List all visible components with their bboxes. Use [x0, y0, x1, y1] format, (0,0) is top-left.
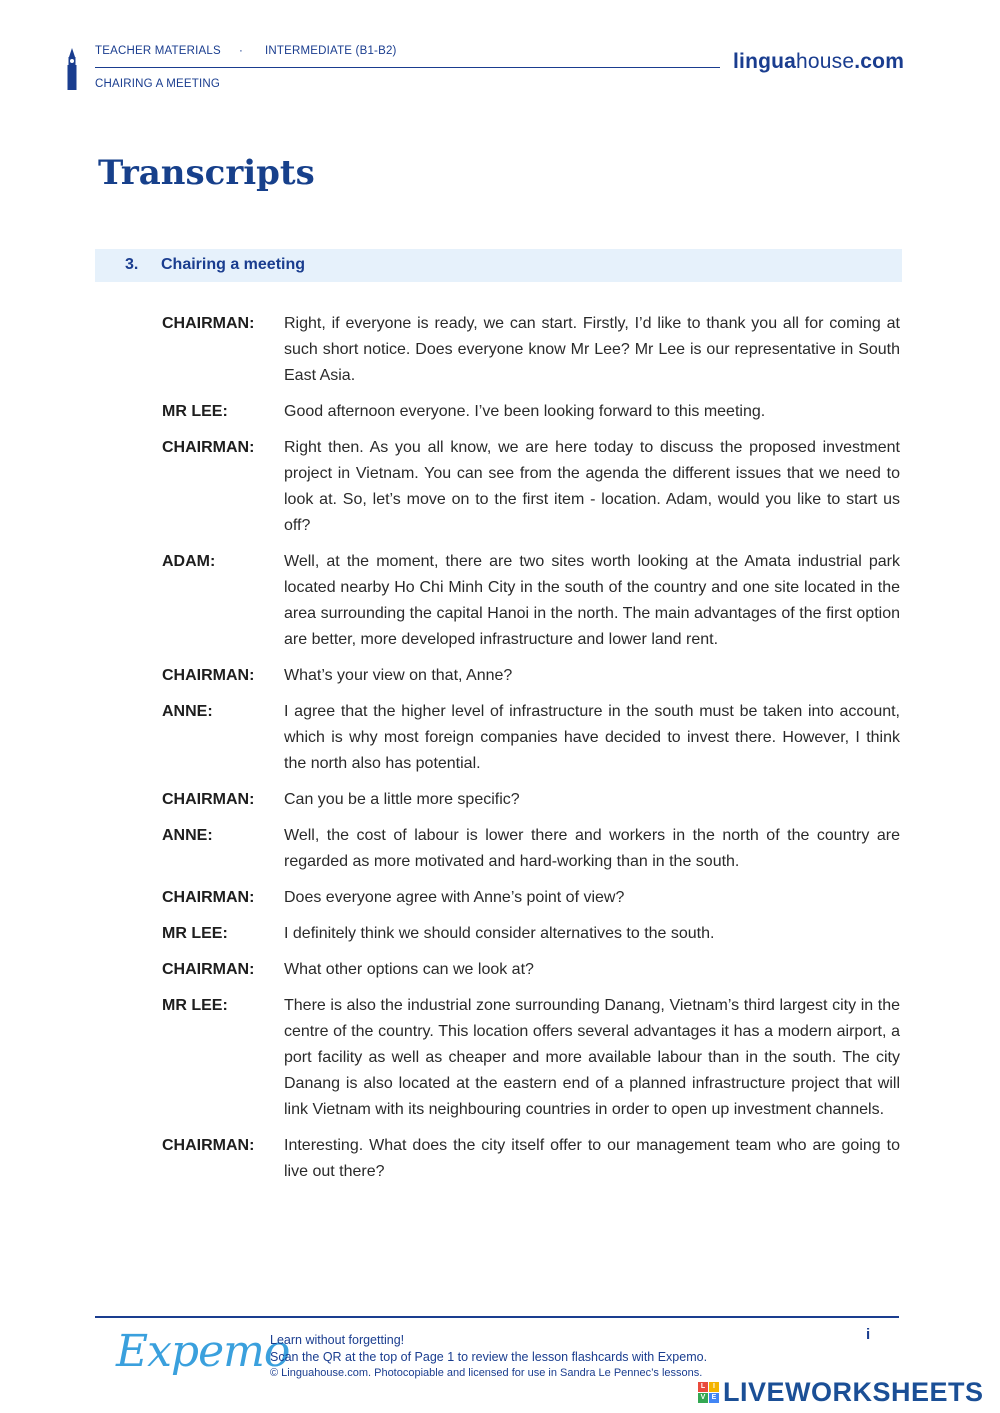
speech-text: Can you be a little more specific?: [284, 791, 520, 808]
speech-text: Right then. As you all know, we are here today to discuss the proposed investment project in Vietnam. You can see from the agenda the different issues that we need to look at. So, let’s move on to the first item - location. Adam, would you like to start us off?: [284, 439, 900, 534]
speaker-name: CHAIRMAN:: [162, 439, 255, 456]
transcript-line: [162, 311, 900, 389]
logo-suffix: .com: [854, 50, 905, 73]
transcript-line: [162, 921, 900, 947]
section-header: [95, 249, 902, 282]
logo-light: house: [796, 50, 855, 73]
transcript-line: [162, 663, 900, 689]
logo-bold: lingua: [733, 50, 797, 73]
transcript-line: [162, 957, 900, 983]
transcript-line: [162, 885, 900, 911]
speech-text: I agree that the higher level of infrastructure in the south must be taken into account, which is why most foreign companies have decided to invest there. However, I think the north also has potential.: [284, 703, 900, 772]
transcript-line: [162, 399, 900, 425]
speaker-name: MR LEE:: [162, 925, 228, 942]
speech-text: Well, at the moment, there are two sites worth looking at the Amata industrial park located nearby Ho Chi Minh City in the south of the country and one site located in the area surrounding the capital Hanoi in the north. The main advantages of the first option are better, more developed infrastructure and lower land rent.: [284, 553, 900, 648]
speaker-name: MR LEE:: [162, 403, 228, 420]
header-divider: [95, 67, 720, 68]
speaker-name: MR LEE:: [162, 997, 228, 1014]
speech-text: What’s your view on that, Anne?: [284, 667, 513, 684]
footer-tagline: Learn without forgetting!: [270, 1333, 405, 1347]
transcript: [162, 311, 900, 1195]
big-ben-tower-icon: [66, 48, 78, 90]
transcript-line: [162, 993, 900, 1123]
lw-block-i: I: [709, 1382, 719, 1392]
speaker-name: ANNE:: [162, 703, 213, 720]
page-number: i: [866, 1326, 871, 1343]
footer-instruction: Scan the QR at the top of Page 1 to review the lesson flashcards with Expemo.: [270, 1350, 708, 1364]
section-number: 3.: [125, 256, 139, 273]
speech-text: What other options can we look at?: [284, 961, 534, 978]
speech-text: Right, if everyone is ready, we can start. Firstly, I’d like to thank you all for coming at such short notice. Does everyone know Mr Lee? Mr Lee is our representative in South East Asia.: [284, 315, 900, 384]
speech-text: Interesting. What does the city itself offer to our management team who are going to live out there?: [284, 1137, 900, 1180]
liveworksheets-icon: [698, 1382, 719, 1403]
speech-text: I definitely think we should consider alternatives to the south.: [284, 925, 715, 942]
liveworksheets-watermark: [698, 1377, 984, 1408]
liveworksheets-text: LIVEWORKSHEETS: [723, 1377, 984, 1407]
transcript-line: [162, 699, 900, 777]
header-level: INTERMEDIATE (B1-B2): [265, 45, 397, 57]
page-header: [0, 0, 1000, 100]
transcript-line: [162, 823, 900, 875]
speaker-name: CHAIRMAN:: [162, 315, 255, 332]
page-title: Transcripts: [98, 153, 315, 193]
transcript-line: [162, 549, 900, 653]
speaker-name: CHAIRMAN:: [162, 667, 255, 684]
footer-copyright: © Linguahouse.com. Photocopiable and licensed for use in Sandra Le Pennec’s lessons.: [270, 1367, 703, 1379]
footer-divider: [95, 1316, 899, 1318]
speaker-name: ADAM:: [162, 553, 216, 570]
lw-block-l: L: [698, 1382, 708, 1392]
header-lesson: CHAIRING A MEETING: [95, 78, 221, 90]
speaker-name: CHAIRMAN:: [162, 961, 255, 978]
transcript-line: [162, 787, 900, 813]
speaker-name: CHAIRMAN:: [162, 791, 255, 808]
transcript-line: [162, 1133, 900, 1185]
lw-block-e: E: [709, 1393, 719, 1403]
transcript-line: [162, 435, 900, 539]
header-category: TEACHER MATERIALS: [95, 45, 221, 57]
speech-text: Does everyone agree with Anne’s point of view?: [284, 889, 625, 906]
speech-text: There is also the industrial zone surrounding Danang, Vietnam’s third largest city in the centre of the country. This location offers several advantages it has a modern airport, a port facility as well as cheaper and more available labour than in the south. The city Danang is also located at the eastern end of a planned infrastructure project that will link Vietnam with its neighbouring countries in order to open up investment channels.: [284, 997, 900, 1118]
speaker-name: CHAIRMAN:: [162, 889, 255, 906]
speaker-name: CHAIRMAN:: [162, 1137, 255, 1154]
speaker-name: ANNE:: [162, 827, 213, 844]
speech-text: Good afternoon everyone. I’ve been looking forward to this meeting.: [284, 403, 766, 420]
header-separator: ·: [239, 45, 244, 57]
section-title: Chairing a meeting: [161, 256, 306, 273]
linguahouse-logo[interactable]: [733, 50, 904, 74]
speech-text: Well, the cost of labour is lower there and workers in the north of the country are regarded as more motivated and hard-working than in the south.: [284, 827, 900, 870]
expemo-logo[interactable]: Expemo: [116, 1326, 290, 1377]
lw-block-v: V: [698, 1393, 708, 1403]
